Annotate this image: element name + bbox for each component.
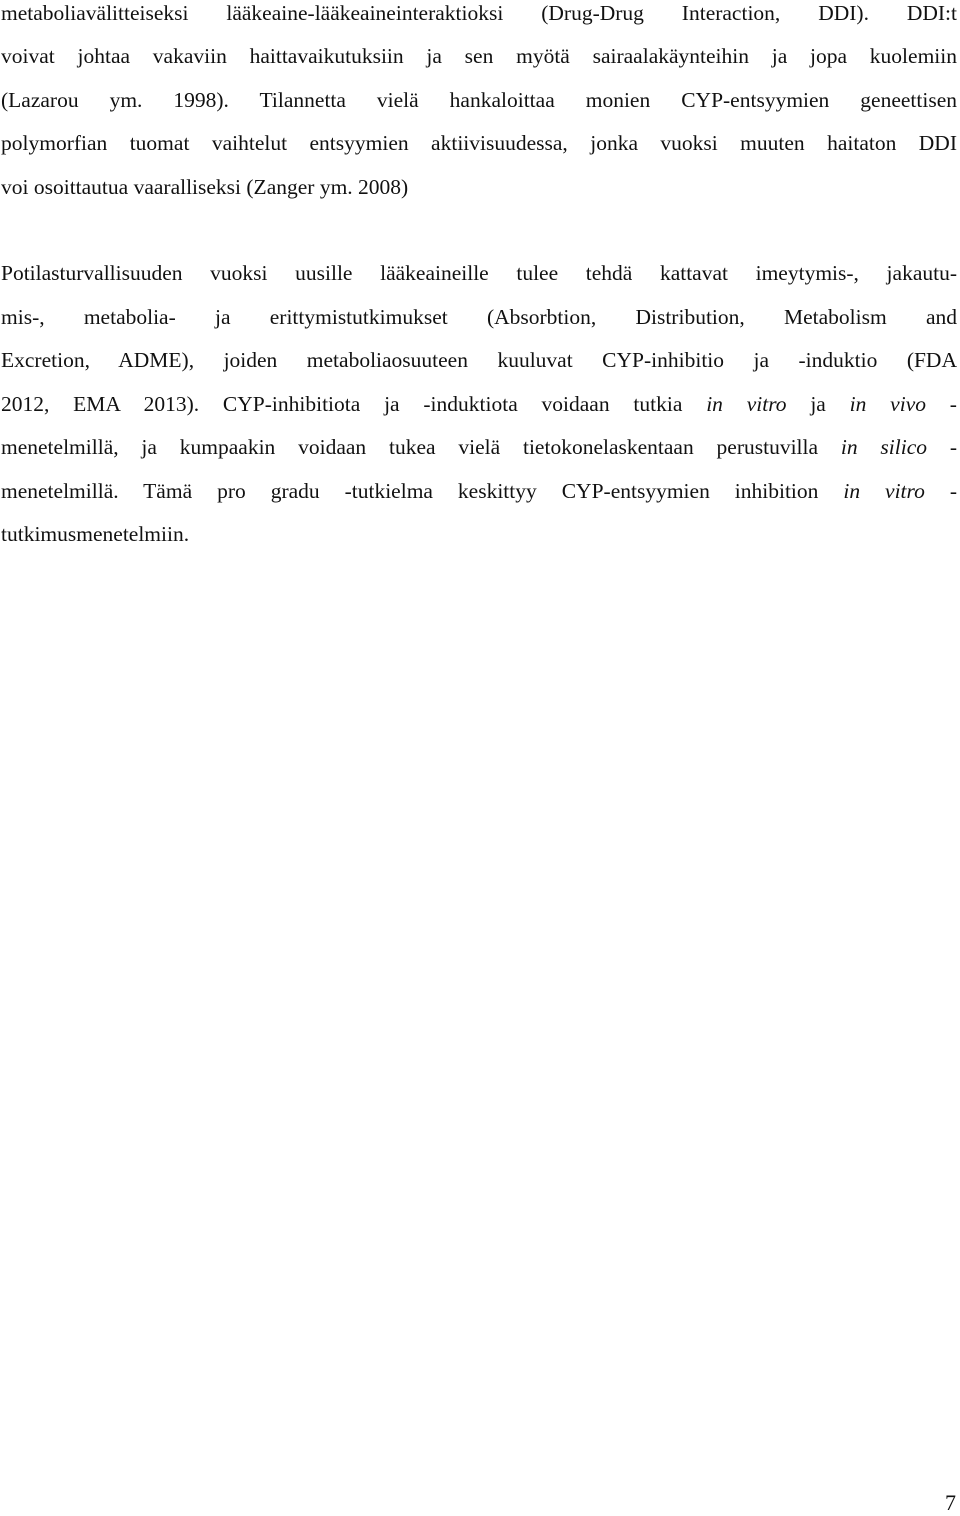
text-run: ja	[786, 392, 850, 416]
paragraph-2-line-6	[1, 478, 957, 504]
text-run: polymorfian tuomat vaihtelut entsyymien aktiivisuudessa, jonka vuoksi muuten haitaton DDI	[1, 131, 957, 155]
paragraph-2-line-7	[1, 521, 957, 547]
paragraph-2-line-5	[1, 434, 957, 460]
paragraph-1-line-4	[1, 130, 957, 156]
text-run: tutkimusmenetelmiin.	[1, 522, 190, 546]
text-run: metaboliavälitteiseksi lääkeaine-lääkeaineinteraktioksi (Drug-Drug Interaction, DDI). DDI:t	[1, 1, 957, 25]
paragraph-1-line-2	[1, 43, 957, 69]
text-run: voivat johtaa vakaviin haittavaikutuksiin ja sen myötä sairaalakäynteihin ja jopa kuolemiin	[1, 44, 957, 68]
text-run: Excretion, ADME), joiden metaboliaosuuteen kuuluvat CYP-inhibitio ja -induktio (FDA	[1, 348, 957, 372]
text-run: Potilasturvallisuuden vuoksi uusille lääkeaineille tulee tehdä kattavat imeytymis-, jakautu-	[1, 261, 957, 285]
paragraph-1-line-1	[1, 0, 957, 26]
text-run: -	[926, 392, 957, 416]
text-run: -	[924, 479, 957, 503]
text-run: menetelmillä. Tämä pro gradu -tutkielma keskittyy CYP-entsyymien inhibition	[1, 479, 844, 503]
text-run: -	[927, 435, 957, 459]
text-run: 2012, EMA 2013). CYP-inhibitiota ja -induktiota voidaan tutkia	[1, 392, 707, 416]
italic-term: in silico	[840, 435, 927, 459]
paragraph-1-line-3	[1, 87, 957, 113]
paragraph-2-line-1	[1, 260, 957, 286]
italic-term: in vivo	[849, 392, 926, 416]
text-run: voi osoittautua vaaralliseksi (Zanger ym. 2008)	[1, 175, 409, 199]
paragraph-2-line-4	[1, 391, 957, 417]
italic-term: in vitro	[706, 392, 787, 416]
italic-term: in vitro	[843, 479, 925, 503]
paragraph-2-line-2	[1, 304, 957, 330]
page-number: 7	[945, 1490, 956, 1515]
text-run: mis-, metabolia- ja erittymistutkimukset (Absorbtion, Distribution, Metabolism and	[1, 305, 957, 329]
text-run: menetelmillä, ja kumpaakin voidaan tukea vielä tietokonelaskentaan perustuvilla	[1, 435, 841, 459]
text-run: (Lazarou ym. 1998). Tilannetta vielä hankaloittaa monien CYP-entsyymien geneettisen	[1, 88, 957, 112]
paragraph-2-line-3	[1, 347, 957, 373]
paragraph-1-line-5	[1, 174, 957, 200]
